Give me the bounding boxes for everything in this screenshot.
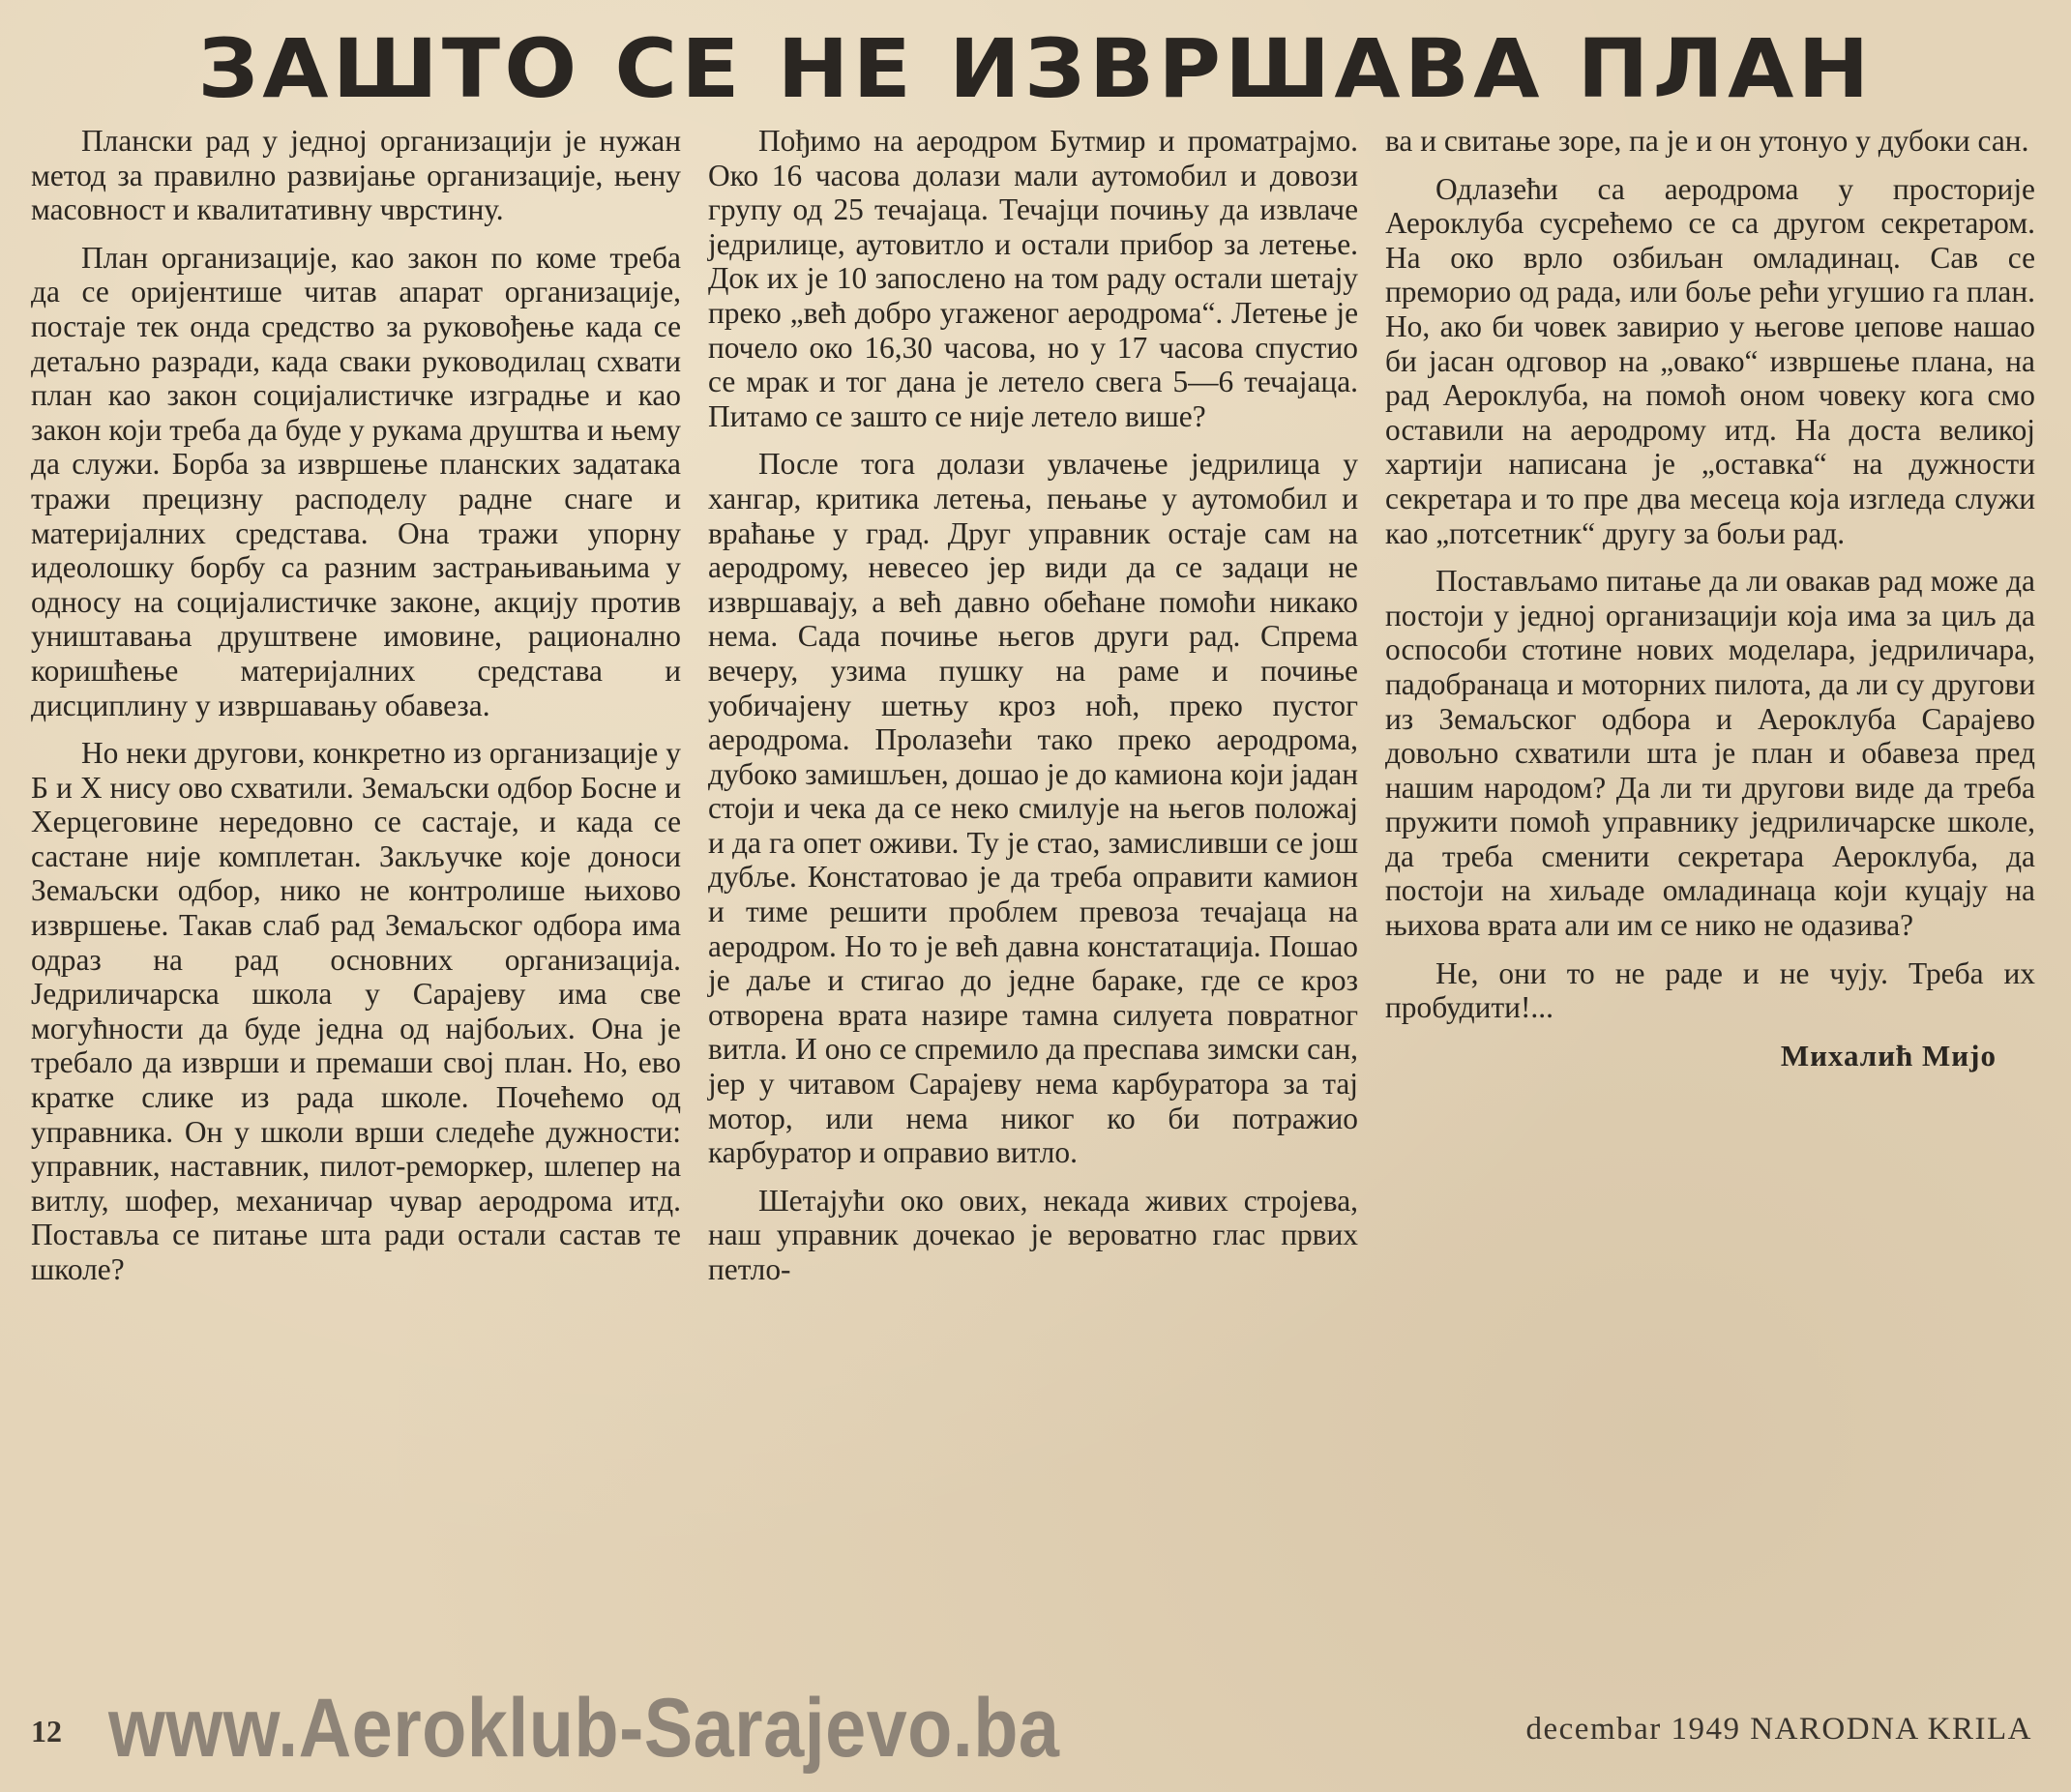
paragraph: Плански рад у једној организацији је нужан метод за правилно развијање организације, њену масовност и квалитативну чврстину. bbox=[31, 124, 681, 227]
article-column-3 bbox=[1385, 124, 2035, 1072]
page-number: 12 bbox=[31, 1714, 62, 1748]
paragraph: После тога долази увлачење једрилица у хангар, критика летења, пењање у аутомобил и враћање у град. Друг управник остаје сам на аеродрому, невесео јер види да се задаци не извршавају, а већ давно обећане помоћи никако нема. Сада почиње његов други рад. Спрема вечеру, узима пушку на раме и почиње уобичајену шетњу кроз ноћ, преко пустог аеродрома. Пролазећи тако преко аеродрома, дубоко замишљен, дошао је до камиона који јадан стоји и чека да се неко смилује на његов положај и да га опет оживи. Ту је стао, замисливши се још дубље. Констатовао је да треба оправити камион и тиме решити проблем превоза течајаца на аеродром. Но то је већ давна констатација. Пошао је даље и стигао до једне бараке, где се кроз отворена врата назире тамна силуета повратног витла. И оно се спремило да преспава зимски сан, јер у читавом Сарајеву нема карбуратора за тај мотор, или нема никог ко би потражио карбуратор и оправио витло. bbox=[708, 447, 1358, 1170]
paragraph: Постављамо питање да ли овакав рад може да постоји у једној организацији која има за циљ да оспособи стотине нових моделара, једриличара, падобранаца и моторних пилота, да ли су другови из Земаљског одбора и Аероклуба Сарајево довољно схватили шта је план и обавеза пред нашим народом? Да ли ти другови виде да треба пружити помоћ управнику једриличарске школе, да треба сменити секретара Аероклуба, да постоји на хиљаде омладинаца који куцају на њихова врата али им се нико не одазива? bbox=[1385, 564, 2035, 943]
paragraph: ва и свитање зоре, па је и он утонуо у дубоки сан. bbox=[1385, 124, 2029, 158]
author-signature: Михалић Мијо bbox=[1780, 1038, 1997, 1072]
article-headline: ЗАШТО СЕ НЕ ИЗВРШАВА ПЛАН bbox=[197, 21, 1874, 116]
article-column-1 bbox=[31, 124, 681, 1301]
paragraph: Одлазећи са аеродрома у просторије Аероклуба сусрећемо се са другом секретаром. На око врло озбиљан омладинац. Сав се преморио од рада, или боље рећи угушио га план. Но, ако би човек завирио у његове џепове нашао би јасан одговор на „овако“ извршење плана, на рад Аероклуба, на помоћ оном човеку кога смо оставили на аеродрому итд. На доста великој хартији написана је „оставка“ на дужности секретара и то пре два месеца која изгледа служи као „потсетник“ другу за бољи рад. bbox=[1385, 171, 2035, 550]
paragraph: Шетајући око ових, некада живих стројева, наш управник дочекао је вероватно глас првих петло- bbox=[708, 1183, 1358, 1286]
paragraph: План организације, као закон по коме треба да се оријентише читав апарат организације, постаје тек онда средство за руковођење када се детаљно разради, када сваки руководилац схвати план као закон социјалистичке изградње и као закон који треба да буде у рукама друштва и њему да служи. Борба за извршење планских задатака тражи прецизну расподелу радне снаге и материјалних средстава. Она тражи упорну идеолошку борбу са разним застрањивањима у односу на социјалистичке законе, акцију против уништавања друштвене имовине, рационално коришћење материјалних средстава и дисциплину у извршавању обавеза. bbox=[31, 240, 681, 722]
article-column-2 bbox=[708, 124, 1358, 1301]
website-watermark: www.Aeroklub-Sarajevo.ba bbox=[108, 1682, 1060, 1775]
paragraph: Пођимо на аеродром Бутмир и проматрајмо. Око 16 часова долази мали аутомобил и довози групу од 25 течајаца. Течајци почињу да извлаче једрилице, аутовитло и остали прибор за летење. Док их је 10 запослено на том раду остали шетају преко „већ добро угаженог аеродрома“. Летење је почело око 16,30 часова, но у 17 часова спустио се мрак и тог дана је летело свега 5—6 течајаца. Питамо се зашто се није летело више? bbox=[708, 124, 1358, 433]
issue-info: decembar 1949 NARODNA KRILA bbox=[1525, 1712, 2032, 1747]
paragraph: Но неки другови, конкретно из организације у Б и Х нису ово схватили. Земаљски одбор Босне и Херцеговине нередовно се састаје, и када се састане није комплетан. Закључке које доноси Земаљски одбор, нико не контролише њихово извршење. Такав слаб рад Земаљског одбора има одраз на рад основних организација. Једриличарска школа у Сарајеву има све могућности да буде једна од најбољих. Она је требало да изврши и премаши свој план. Но, ево кратке слике из рада школе. Почећемо од управника. Он у школи врши следеће дужности: управник, наставник, пилот-реморкер, шлепер на витлу, шофер, механичар чувар аеродрома итд. Поставља се питање шта ради остали састав те школе? bbox=[31, 736, 681, 1286]
paragraph: Не, они то не раде и не чују. Треба их пробудити!... bbox=[1385, 955, 2035, 1025]
